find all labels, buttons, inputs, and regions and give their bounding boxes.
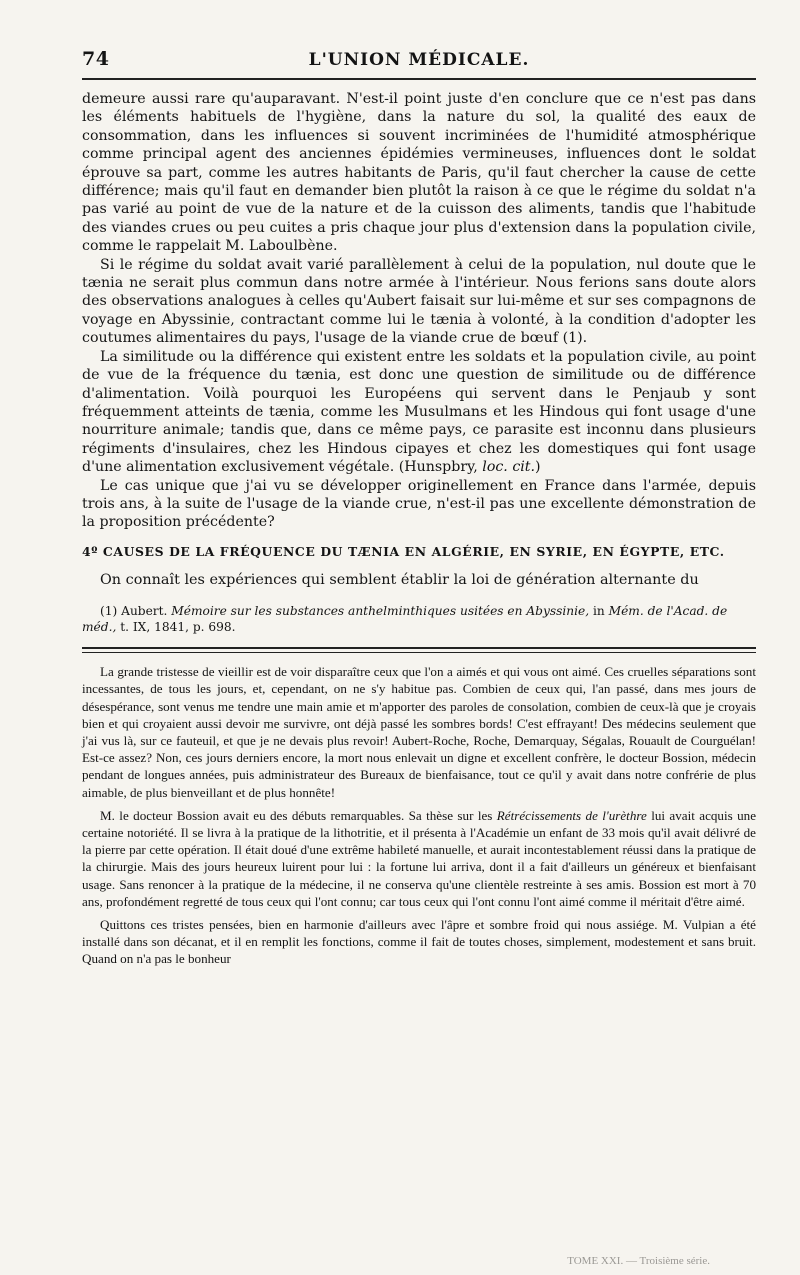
footnote-marker: (1) Aubert.: [100, 604, 172, 619]
header-rule: [82, 78, 756, 80]
paragraph-3-citation: loc. cit.: [482, 459, 536, 476]
feuilleton-p2-end: lui avait acquis une certaine notoriété. Il se livra à la pratique de la lithotritie, et il présenta à l'Académie un enfant de 33 mois qu'il avait délivré de la pierre par cette opération. Il était doué d'une extrême habileté manuelle, et aurait incontestablement réussi dans la pratique de la chirurgie. Mais des jours heureux luirent pour lui : la fortune lui arriva, dont il a fait d'ailleurs un généreux et bienfaisant usage. Sans renoncer à la pratique de la médecine, il ne conserva qu'une clientèle restreinte à ses amis. Bossion est mort à 70 ans, profondément regretté de tous ceux qui l'ont connu; car tous ceux qui l'ont connu l'ont aimé comme il méritait d'être aimé.: [82, 807, 757, 909]
footnote-in: in: [589, 604, 609, 619]
feuilleton: [82, 663, 756, 967]
feuilleton-paragraph-2: [82, 807, 756, 910]
feuilleton-paragraph-1: La grande tristesse de vieillir est de voir disparaître ceux que l'on a aimés et qui vous ont aimé. Ces cruelles séparations sont incessantes, de tous les jours, et, cependant, on ne s'y habitue pas. Combien de ceux qui, l'an passé, dans mes jours de désespérance, sont venus me tendre une main amie et m'apporter des paroles de consolation, combien de ceux-là que je croyais bien et qui croyaient aussi devoir me survivre, ont déjà passé les sombres bords! C'est effrayant! Des médecins seulement que j'ai vus là, sur ce fauteuil, et que je ne devais plus revoir! Aubert-Roche, Roche, Demarquay, Ségalas, Rouault de Courguélan! Est-ce assez? Non, ces jours derniers encore, la mort nous enlevait un digne et excellent confrère, le docteur Bossion, médecin pendant de longues années, puis administrateur des Bureaux de bienfaisance, tout ce qu'il y avait dans notre confrérie de plus aimable, de plus bienveillant et de plus honnête!: [82, 664, 756, 800]
footnote: [82, 603, 756, 635]
page-header: [82, 42, 756, 70]
paragraph-2: Si le régime du soldat avait varié parallèlement à celui de la population, nul doute que le tænia ne serait plus commun dans notre armée à l'intérieur. Nous ferions sans doute alors des observations analogues à celles qu'Aubert faisait sur lui-même et sur ses compagnons de voyage en Abyssinie, contractant comme lui le tænia à volonté, à la condition d'adopter les coutumes alimentaires du pays, l'usage de la viande crue de bœuf (1).: [82, 256, 756, 347]
feuilleton-rule: [82, 647, 756, 653]
article-body: [82, 90, 756, 532]
feuilleton-p2-start: M. le docteur Bossion avait eu des débuts remarquables. Sa thèse sur les: [100, 807, 497, 823]
bleed-through-footer: TOME XXI. — Troisième série.: [567, 1255, 710, 1267]
paragraph-1: demeure aussi rare qu'auparavant. N'est-il point juste d'en conclure que ce n'est pas dans les éléments habituels de l'hygiène, dans la nature du sol, la qualité des eaux de consommation, dans les influences si souvent incriminées de l'humidité atmosphérique comme principal agent des anciennes épidémies vermineuses, influences dont le soldat éprouve sa part, comme les autres habitants de Paris, qu'il faut chercher la cause de cette différence; mais qu'il faut en demander bien plutôt la raison à ce que le régime du soldat n'a pas varié au point de vue de la nature et de la cuisson des aliments, tandis que l'habitude des viandes crues ou peu cuites a pris chaque jour plus d'extension dans la population civile, comme le rappelait M. Laboulbène.: [82, 91, 756, 255]
paragraph-3-text: La similitude ou la différence qui existent entre les soldats et la population civile, au point de vue de la fréquence du tænia, est donc une question de similitude ou de différence d'alimentation. Voilà pourquoi les Européens qui servent dans le Penjaub y sont fréquemment atteints de tænia, comme les Musulmans et les Hindous qui font usage d'une nourriture animale; tandis que, dans ce même pays, ce parasite est inconnu dans plusieurs régiments d'insulaires, chez les Hindous cipayes et chez les domestiques qui font usage d'une alimentation exclusivement végétale. (Hunspbry,: [82, 348, 756, 476]
page-number: 74: [82, 48, 110, 70]
paragraph-4: Le cas unique que j'ai vu se développer originellement en France dans l'armée, depuis trois ans, à la suite de l'usage de la viande crue, n'est-il pas une excellente démonstration de la proposition précédente?: [82, 477, 756, 531]
section-heading: 4º CAUSES DE LA FRÉQUENCE DU TÆNIA EN ALGÉRIE, EN SYRIE, EN ÉGYPTE, ETC.: [82, 543, 725, 559]
feuilleton-p2-thesis-title: Rétrécissements de l'urèthre: [496, 807, 647, 823]
feuilleton-paragraph-3: Quittons ces tristes pensées, bien en harmonie d'ailleurs avec l'âpre et sombre froid qui nous assiége. M. Vulpian a été installé dans son décanat, et il en remplit les fonctions, comme il fait de toutes choses, simplement, modestement et sans bruit. Quand on n'a pas le bonheur: [82, 917, 756, 967]
footnote-tail: t. IX, 1841, p. 698.: [116, 620, 236, 635]
section-lead: On connaît les expériences qui semblent établir la loi de génération alternante du: [100, 571, 699, 588]
footnote-journal: Mém. de l'Acad. de méd.,: [82, 604, 728, 635]
paragraph-3-end: ): [535, 459, 541, 476]
footnote-title: Mémoire sur les substances anthelminthiques usitées en Abyssinie,: [171, 604, 590, 619]
paragraph-3: [82, 348, 756, 477]
running-title: L'UNION MÉDICALE.: [308, 50, 530, 70]
